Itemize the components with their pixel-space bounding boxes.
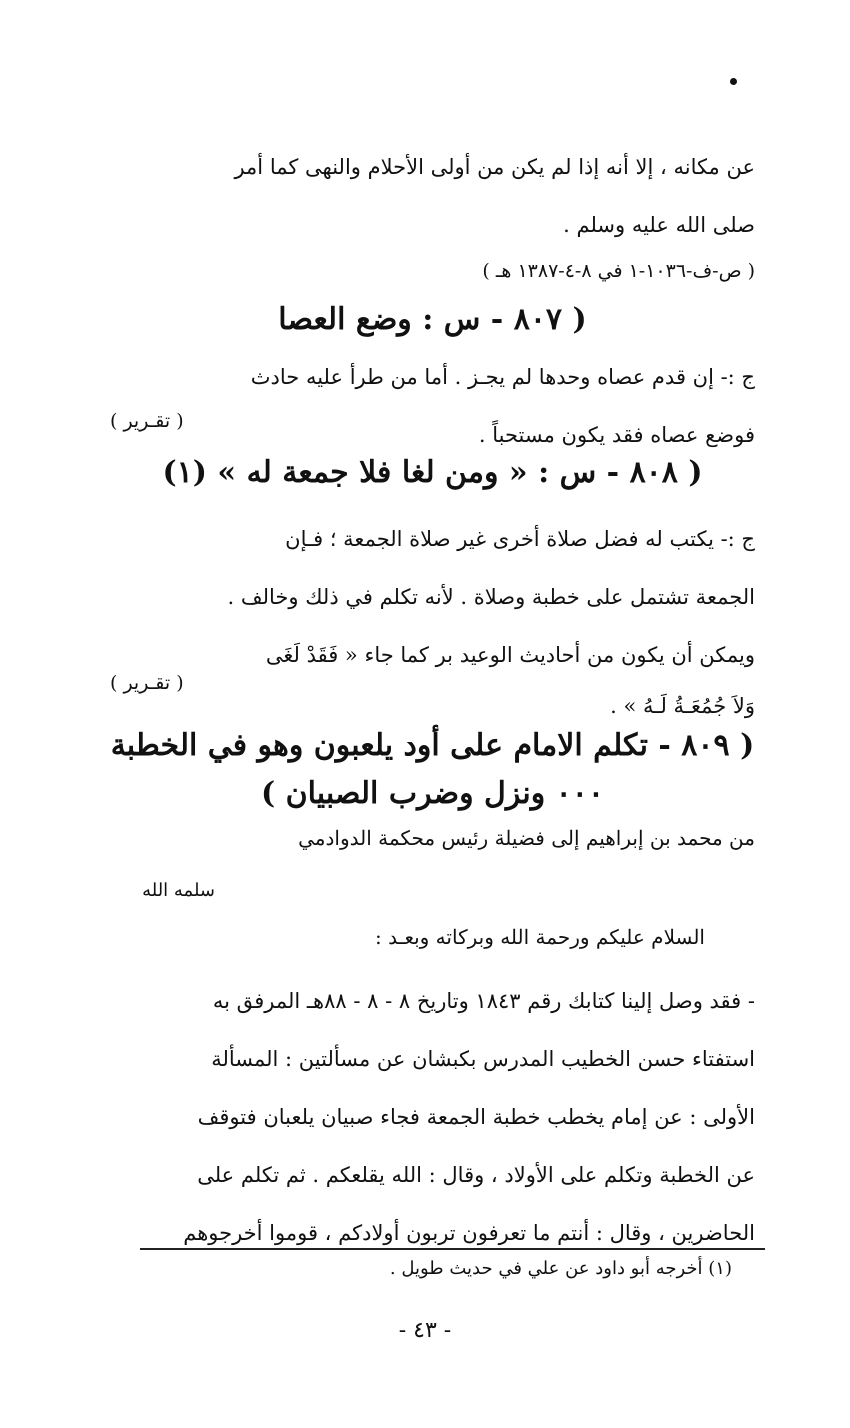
- text-line: صلى الله عليه وسلم .: [563, 213, 755, 237]
- text-line: - فقد وصل إلينا كتابك رقم ١٨٤٣ وتاريخ ٨ - ٨ - ٨٨هـ المرفق به: [212, 989, 755, 1013]
- heading-line: ( ٨٠٩ - تكلم الامام على أود يلعبون وهو في الخطبة: [110, 728, 755, 763]
- footnote: (١) أخرجه أبو داود عن علي في حديث طويل .: [389, 1258, 732, 1279]
- text-line: فوضع عصاه فقد يكون مستحباً .: [478, 423, 755, 447]
- section-heading-809: [110, 722, 755, 818]
- text-line: ويمكن أن يكون من أحاديث الوعيد بر كما جاء « فَقَدْ لَغَى: [265, 643, 755, 667]
- paragraph-intro: [110, 138, 755, 254]
- letter-salutation: سلمه الله: [142, 880, 215, 901]
- reference-citation: ( ص-ف-١٠٣٦-١ في ٨-٤-١٣٨٧ هـ ): [482, 260, 755, 282]
- text-line: الأولى : عن إمام يخطب خطبة الجمعة فجاء صبيان يلعبان فتوقف: [197, 1105, 755, 1129]
- text-line: ج :- إن قدم عصاه وحدها لم يجـز . أما من طرأ عليه حادث: [250, 365, 755, 389]
- paragraph-809: [110, 972, 755, 1262]
- text-line: وَلاَ جُمُعَـةُ لَـهُ » .: [610, 694, 755, 718]
- section-heading-807: ( ٨٠٧ - س : وضع العصا: [278, 302, 587, 337]
- text-line: الجمعة تشتمل على خطبة وصلاة . لأنه تكلم في ذلك وخالف .: [227, 585, 755, 609]
- heading-line: ٠٠٠ ونزل وضرب الصبيان ): [260, 776, 605, 811]
- source-note-808: ( تقـرير ): [110, 672, 184, 694]
- text-line: الحاضرين ، وقال : أنتم ما تعرفون تربون أولادكم ، قوموا أخرجوهم: [183, 1221, 755, 1245]
- paragraph-807: [110, 348, 755, 464]
- letter-greeting: السلام عليكم ورحمة الله وبركاته وبعـد :: [375, 925, 705, 949]
- section-heading-808: ( ٨٠٨ - س : « ومن لغا فلا جمعة له » (١): [162, 455, 703, 490]
- text-line: ج :- يكتب له فضل صلاة أخرى غير صلاة الجمعة ؛ فـإن: [285, 527, 755, 551]
- source-note-807: ( تقـرير ): [110, 410, 184, 432]
- letter-from: من محمد بن إبراهيم إلى فضيلة رئيس محكمة الدوادمي: [298, 826, 755, 850]
- text-line: عن مكانه ، إلا أنه إذا لم يكن من أولى الأحلام والنهى كما أمر: [234, 155, 755, 179]
- text-line: عن الخطبة وتكلم على الأولاد ، وقال : الله يقلعكم . ثم تكلم على: [197, 1163, 755, 1187]
- page-number: - ٤٣ -: [398, 1318, 452, 1343]
- footnote-divider: [140, 1248, 765, 1250]
- page-body: [110, 0, 755, 1428]
- text-line: استفتاء حسن الخطيب المدرس بكبشان عن مسألتين : المسألة: [211, 1047, 755, 1071]
- paragraph-808: [110, 510, 755, 728]
